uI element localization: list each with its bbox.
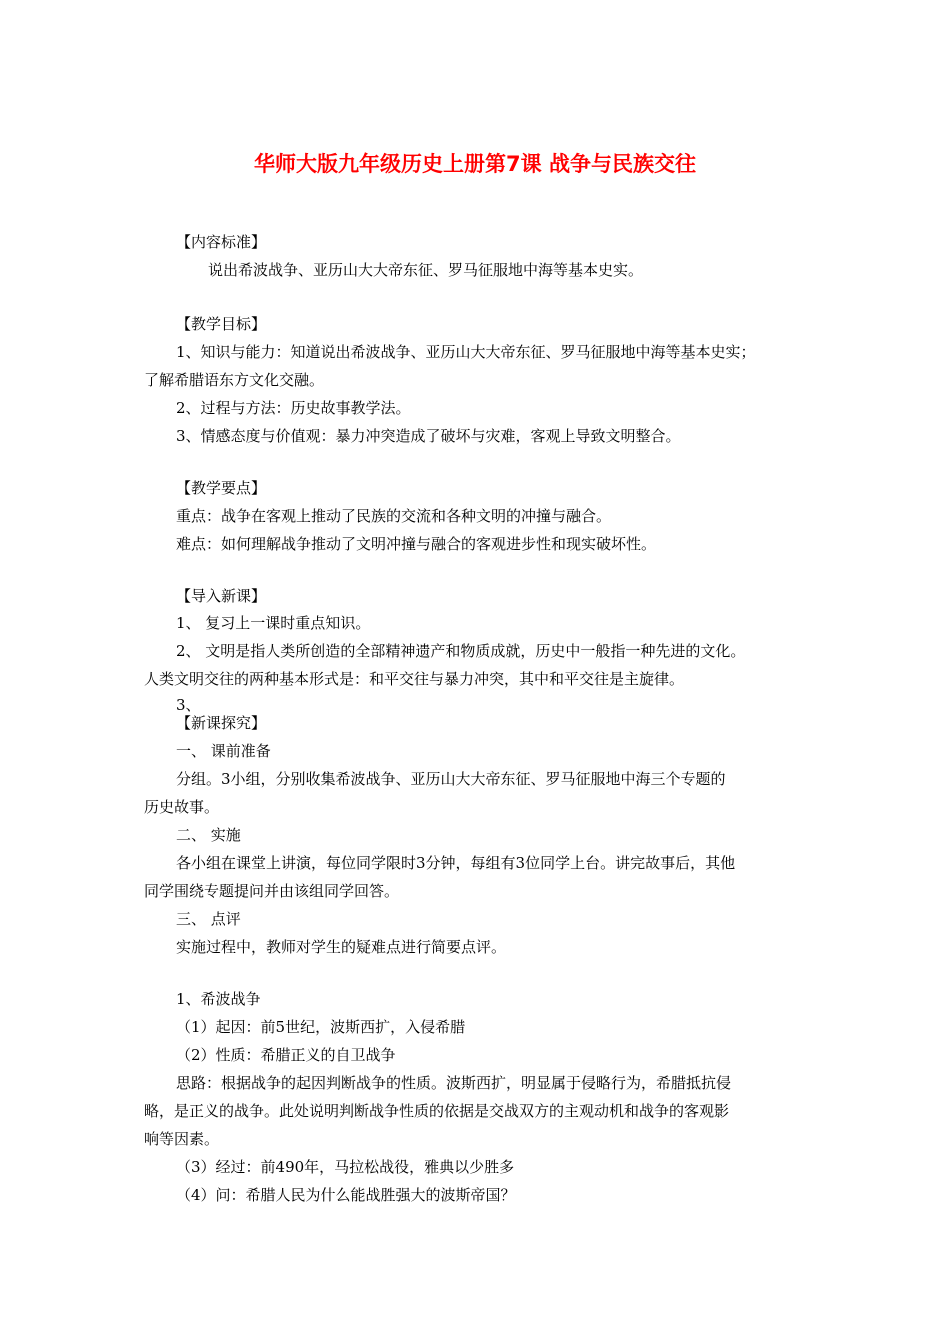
- text-line: 【教学目标】: [176, 315, 267, 333]
- document-title: 华师大版九年级历史上册第7课 战争与民族交往: [254, 152, 696, 176]
- text-line: 人类文明交往的两种基本形式是：和平交往与暴力冲突，其中和平交往是主旋律。: [144, 670, 685, 688]
- text-line: 同学围绕专题提问并由该组同学回答。: [144, 882, 400, 900]
- text-line: （2）性质：希腊正义的自卫战争: [176, 1046, 396, 1064]
- text-line: 各小组在课堂上讲演，每位同学限时3分钟，每组有3位同学上台。讲完故事后，其他: [176, 854, 736, 872]
- text-line: （1）起因：前5世纪，波斯西扩，入侵希腊: [176, 1018, 466, 1036]
- text-line: 3、: [176, 696, 201, 714]
- text-line: 1、 复习上一课时重点知识。: [176, 614, 371, 632]
- text-line: （3）经过：前490年，马拉松战役，雅典以少胜多: [176, 1158, 515, 1176]
- text-line: 一、 课前准备: [176, 742, 271, 760]
- text-line: 3、情感态度与价值观：暴力冲突造成了破坏与灾难，客观上导致文明整合。: [176, 427, 681, 445]
- text-line: 二、 实施: [176, 826, 241, 844]
- text-line: 三、 点评: [176, 910, 241, 928]
- text-line: 实施过程中，教师对学生的疑难点进行简要点评。: [176, 938, 507, 956]
- text-line: 历史故事。: [144, 798, 220, 816]
- text-line: （4）问：希腊人民为什么能战胜强大的波斯帝国？: [176, 1186, 516, 1204]
- text-line: 1、希波战争: [176, 990, 261, 1008]
- text-line: 难点：如何理解战争推动了文明冲撞与融合的客观进步性和现实破坏性。: [176, 535, 657, 553]
- text-line: 【教学要点】: [176, 479, 267, 497]
- text-line: 【导入新课】: [176, 587, 267, 605]
- text-line: 思路：根据战争的起因判断战争的性质。波斯西扩，明显属于侵略行为，希腊抵抗侵: [176, 1074, 732, 1092]
- text-line: 2、过程与方法：历史故事教学法。: [176, 399, 411, 417]
- text-line: 分组。3小组，分别收集希波战争、亚历山大大帝东征、罗马征服地中海三个专题的: [176, 770, 726, 788]
- text-line: 1、知识与能力：知道说出希波战争、亚历山大大帝东征、罗马征服地中海等基本史实；: [176, 343, 756, 361]
- text-line: 【新课探究】: [176, 714, 267, 732]
- text-line: 说出希波战争、亚历山大大帝东征、罗马征服地中海等基本史实。: [208, 261, 644, 279]
- text-line: 略，是正义的战争。此处说明判断战争性质的依据是交战双方的主观动机和战争的客观影: [144, 1102, 730, 1120]
- text-line: 了解希腊语东方文化交融。: [144, 371, 325, 389]
- text-line: 响等因素。: [144, 1130, 220, 1148]
- text-line: 重点：战争在客观上推动了民族的交流和各种文明的冲撞与融合。: [176, 507, 612, 525]
- text-line: 【内容标准】: [176, 233, 267, 251]
- text-line: 2、 文明是指人类所创造的全部精神遗产和物质成就，历史中一般指一种先进的文化。: [176, 642, 746, 660]
